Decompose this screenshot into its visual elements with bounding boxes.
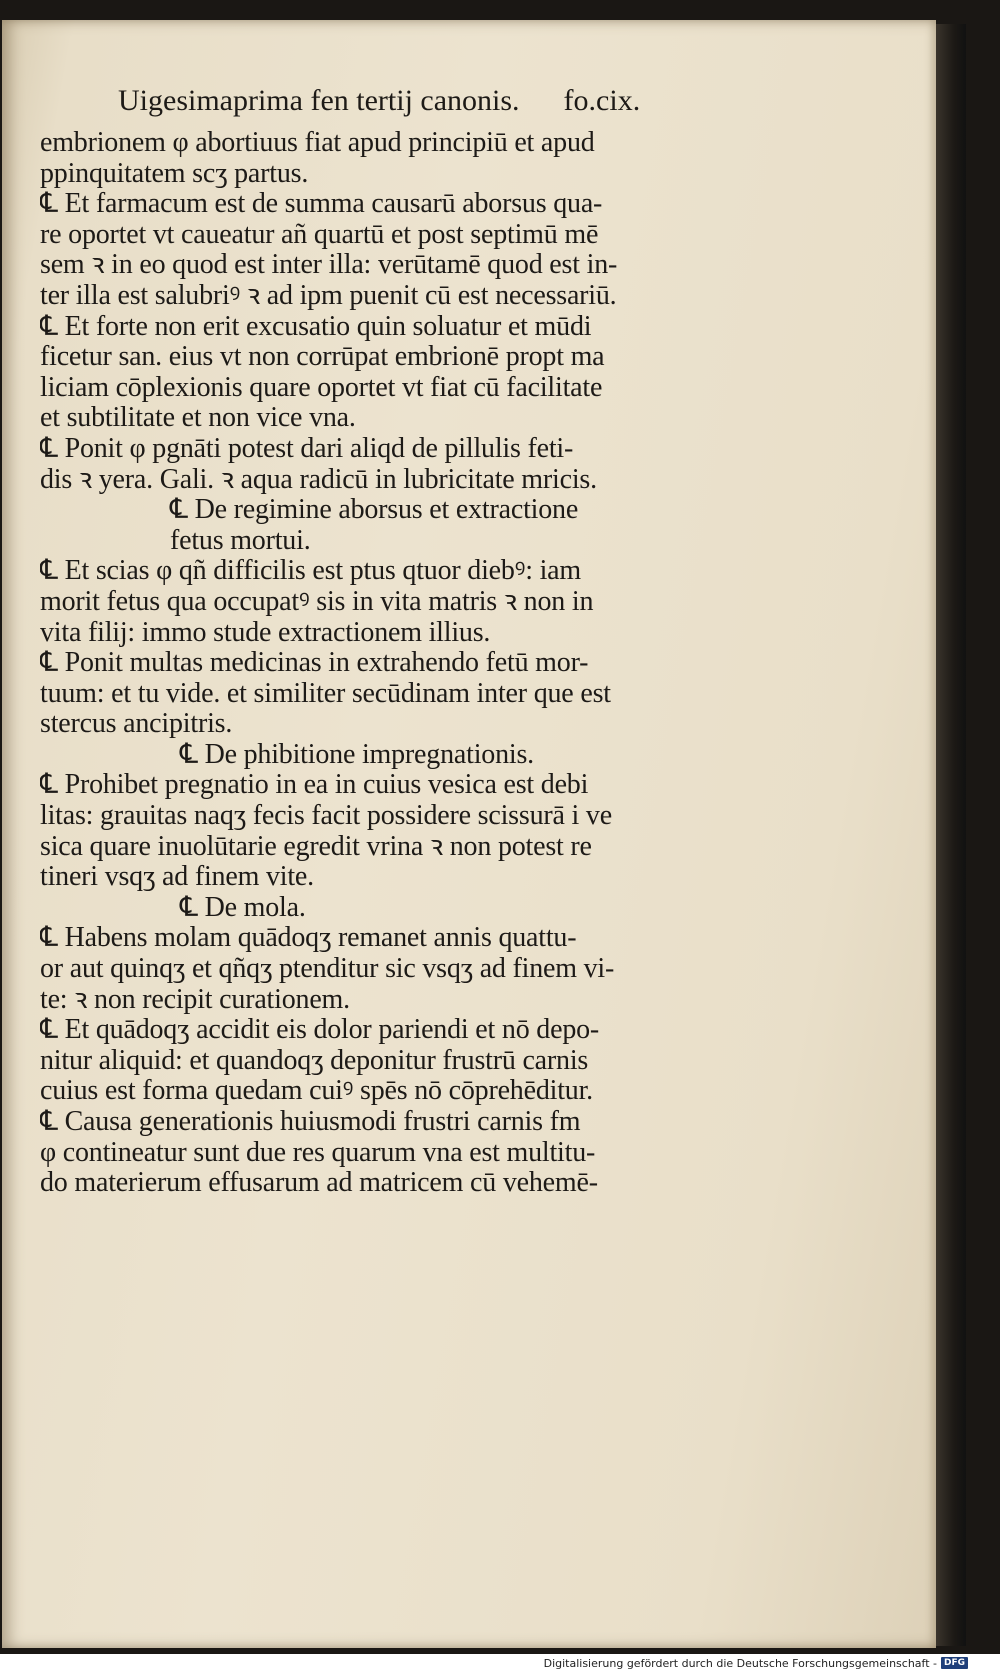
text-line: sem ꝛ in eo quod est inter illa: verūtamē quod est in- [40, 250, 618, 281]
text-line: ficetur san. eius vt non corrūpat embrionē propt ma [40, 342, 605, 373]
text-line: liciam cōplexionis quare oportet vt fiat cū facilitate [40, 372, 603, 403]
section-heading: ℄ De regimine aborsus et extractione [170, 495, 579, 526]
text-line: embrionem φ abortiuus fiat apud principiū et apud [40, 128, 595, 158]
text-line: stercus ancipitris. [40, 709, 233, 740]
text-line: tineri vsqʒ ad finem vite. [40, 862, 314, 893]
dfg-logo: DFG [941, 1657, 968, 1669]
text-line: or aut quinqʒ et qñqʒ ptenditur sic vsqʒ ad finem vi- [40, 954, 615, 985]
text-line: vita filij: immo stude extractionem illius. [40, 617, 491, 648]
digitization-credit [0, 1654, 1000, 1672]
text-line: tuum: et tu vide. et similiter secūdinam inter que est [40, 678, 611, 709]
text-line: ℄ Et scias φ qñ difficilis est ptus qtuor diebꝰ: iam [40, 556, 581, 587]
page-edge-shadow [936, 24, 966, 1646]
text-line: ℄ Ponit φ pgnāti potest dari aliqd de pillulis feti- [40, 433, 574, 464]
folio-number: fo.cix. [563, 84, 641, 117]
running-header [118, 84, 838, 118]
text-line: ℄ Et farmacum est de summa causarū aborsus qua- [40, 189, 603, 220]
text-line: ℄ Habens molam quādoqʒ remanet annis quattu- [40, 923, 577, 954]
text-line: ℄ Causa generationis huiusmodi frustri carnis fm [40, 1107, 581, 1137]
header-title: Uigesimaprima fen tertij canonis. [118, 84, 520, 117]
text-line: ℄ Ponit multas medicinas in extrahendo fetū mor- [40, 648, 589, 679]
text-line: φ contineatur sunt due res quarum vna est multitu- [40, 1137, 596, 1168]
text-line: ℄ Prohibet pregnatio in ea in cuius vesica est debi [40, 770, 589, 801]
text-line: do materierum effusarum ad matricem cū vehemē- [40, 1168, 598, 1199]
credit-text: Digitalisierung gefördert durch die Deutsche Forschungsgemeinschaft - [543, 1656, 937, 1670]
text-line: te: ꝛ non recipit curationem. [40, 984, 350, 1015]
text-line: re oportet vt caueatur añ quartū et post septimū mē [40, 219, 599, 250]
text-line: morit fetus qua occupatꝰ sis in vita matris ꝛ non in [40, 586, 594, 617]
text-line: ter illa est salubriꝰ ꝛ ad ipm puenit cū est necessariū. [40, 280, 617, 311]
text-line: sica quare inuolūtarie egredit vrina ꝛ non potest re [40, 831, 592, 862]
section-heading: ℄ De phibitione impregnationis. [180, 739, 534, 770]
text-line: ppinquitatem scʒ partus. [40, 158, 309, 189]
text-line: ℄ Et quādoqʒ accidit eis dolor pariendi et nō depo- [40, 1015, 600, 1046]
text-line: cuius est forma quedam cuiꝰ spēs nō cōprehēditur. [40, 1076, 593, 1107]
page-text [40, 128, 870, 1199]
section-heading: ℄ De mola. [180, 892, 306, 923]
text-line: dis ꝛ yera. Gali. ꝛ aqua radicū in lubricitate mricis. [40, 464, 597, 495]
text-line: nitur aliquid: et quandoqʒ deponitur frustrū carnis [40, 1045, 589, 1076]
text-line: litas: grauitas naqʒ fecis facit possidere scissurā i ve [40, 801, 612, 832]
text-line: et subtilitate et non vice vna. [40, 403, 356, 434]
section-heading: fetus mortui. [170, 525, 311, 556]
text-line: ℄ Et forte non erit excusatio quin soluatur et mūdi [40, 311, 592, 342]
